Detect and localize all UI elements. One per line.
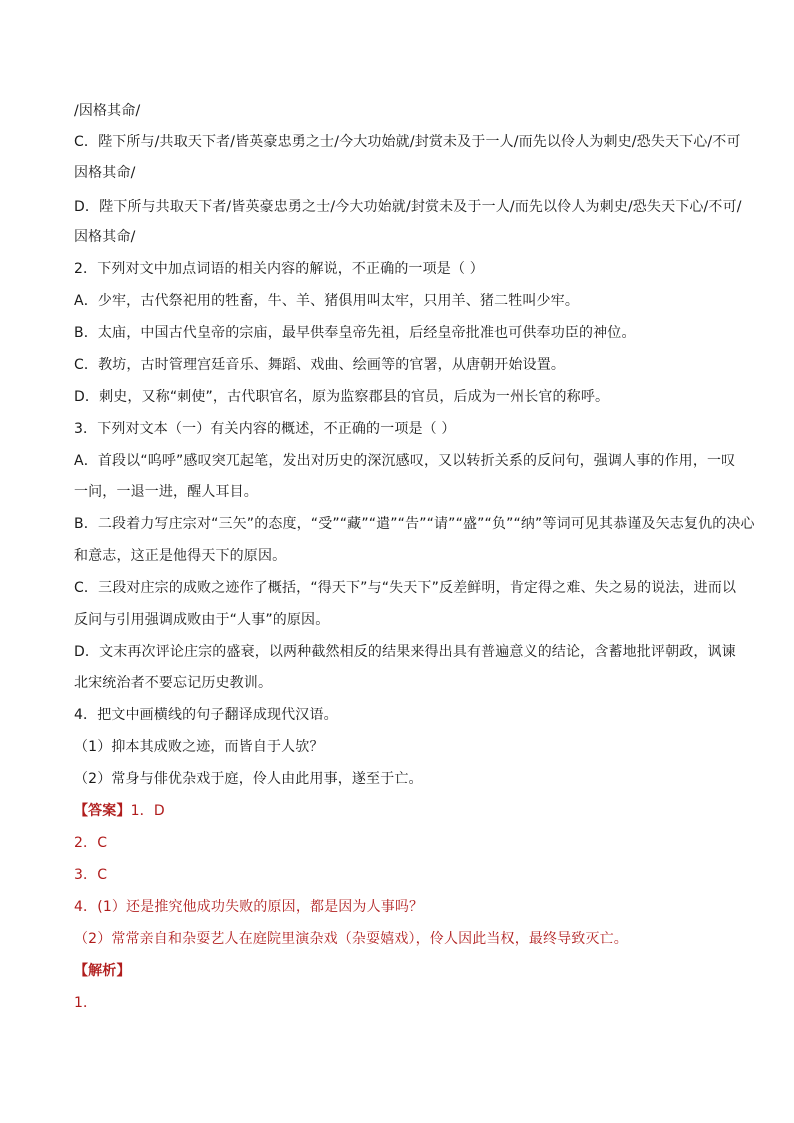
q3-option-b: B．二段着力写庄宗对“三矢”的态度，“受”“藏”“遣”“告”“请”“盛”“负”“纳”等词可见其恭谨及矢志复仇的决心 [74,516,755,532]
question-3: 3．下列对文本（一）有关内容的概述，不正确的一项是（ ） [74,421,456,437]
text-line: /因格其命/ [74,103,141,119]
q2-option-d: D．刺史，又称“刺使”，古代职官名，原为监察郡县的官员，后成为一州长官的称呼。 [74,389,610,405]
q4-sentence-2: （2）常身与俳优杂戏于庭，伶人由此用事，遂至于亡。 [74,771,423,787]
answer-2: 2．C [74,835,108,851]
q3-option-d: D．文末再次评论庄宗的盛衰，以两种截然相反的结果来得出具有普遍意义的结论，含蓄地批评朝政，讽谏 [74,644,736,660]
text-line: 一问，一退一进，醒人耳目。 [74,484,258,500]
option-c-line: C．陛下所与/共取天下者/皆英豪忠勇之士/今大功始就/封赏未及于一人/而先以伶人为刺史/恐失天下心/不可 [74,134,741,150]
text-line: 因格其命/ [74,165,136,181]
text-line: 北宋统治者不要忘记历史教训。 [74,675,273,691]
q3-option-c: C．三段对庄宗的成败之迹作了概括，“得天下”与“失天下”反差鲜明，肯定得之难、失之易的说法，进而以 [74,580,737,596]
q2-option-c: C．教坊，古时管理宫廷音乐、舞蹈、戏曲、绘画等的官署，从唐朝开始设置。 [74,357,566,373]
analysis-1: 1． [74,995,98,1011]
q2-option-b: B．太庙，中国古代皇帝的宗庙，最早供奉皇帝先祖，后经皇帝批准也可供奉功臣的神位。 [74,325,636,341]
analysis-label: 【解析】 [74,963,131,979]
answer-1: 1．D [130,803,165,819]
text-line: 因格其命/ [74,229,136,245]
answer-4-1: 4．(1）还是推究他成功失败的原因，都是因为人事吗？ [74,899,424,915]
answer-3: 3．C [74,867,108,883]
question-4: 4．把文中画横线的句子翻译成现代汉语。 [74,707,338,723]
answer-label: 【答案】 [74,803,131,819]
text-line: 反问与引用强调成败由于“人事”的原因。 [74,612,330,628]
q4-sentence-1: （1）抑本其成败之迹，而皆自于人欤？ [74,739,324,755]
question-2: 2．下列对文中加点词语的相关内容的解说，不正确的一项是（ ） [74,261,484,277]
text-line: 和意志，这正是他得天下的原因。 [74,548,287,564]
q3-option-a: A．首段以“呜呼”感叹突兀起笔，发出对历史的深沉感叹，又以转折关系的反问句，强调人事的作用，一叹 [74,453,736,469]
answer-4-2: （2）常常亲自和杂耍艺人在庭院里演杂戏（杂耍嬉戏），伶人因此当权，最终导致灭亡。 [74,931,628,947]
option-d-line: D．陛下所与共取天下者/皆英豪忠勇之士/今大功始就/封赏未及于一人/而先以伶人为刺史/恐失天下心/不可/ [74,199,742,215]
answer-line [74,801,165,821]
q2-option-a: A．少牢，古代祭祀用的牲畜，牛、羊、猪俱用叫太牢，只用羊、猪二牲叫少牢。 [74,293,579,309]
